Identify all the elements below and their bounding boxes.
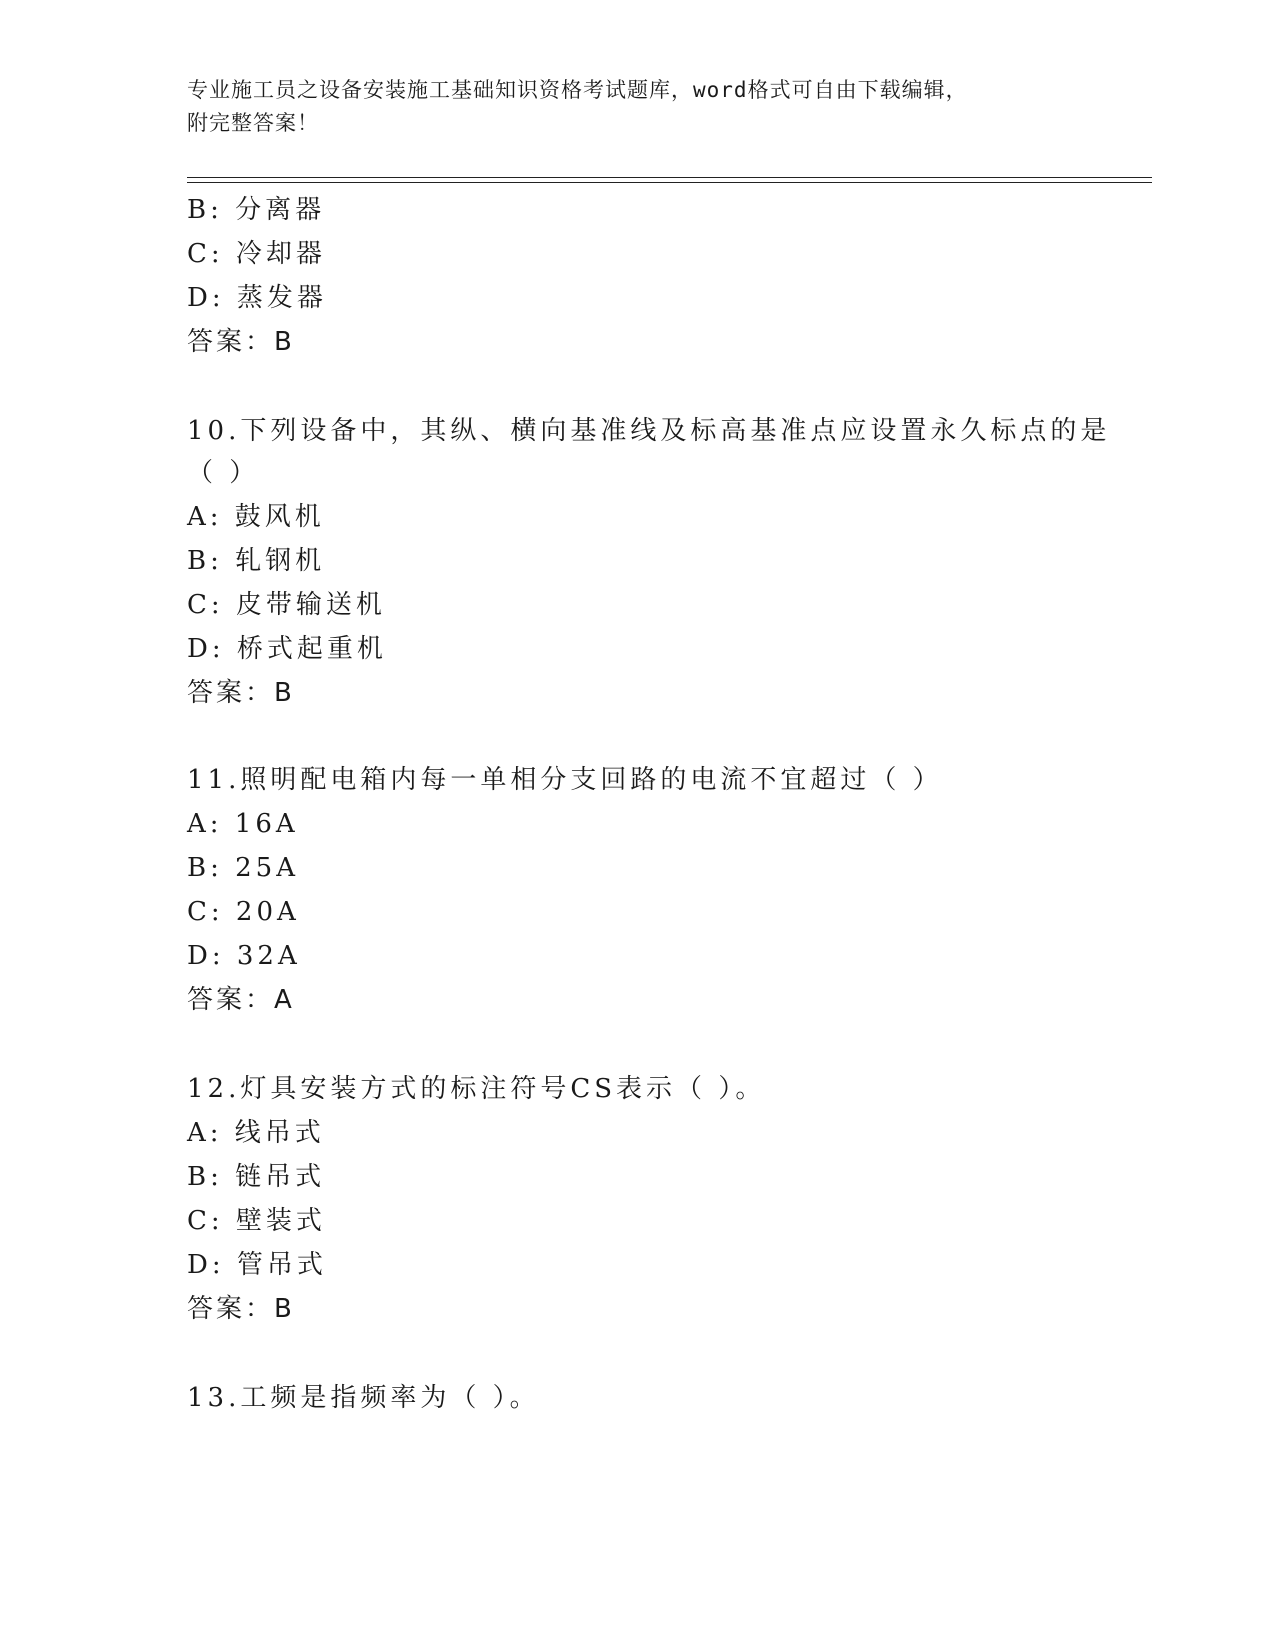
q12-option-a: A: 线吊式	[187, 1118, 325, 1148]
q12-option-d: D: 管吊式	[187, 1250, 327, 1280]
q10-option-d: D: 桥式起重机	[187, 634, 387, 664]
q11-option-c: C: 20A	[187, 897, 300, 927]
header-line-1: 专业施工员之设备安装施工基础知识资格考试题库，word格式可自由下载编辑，	[187, 78, 968, 102]
q9-option-b: B: 分离器	[187, 195, 326, 225]
q11-option-b: B: 25A	[187, 853, 299, 883]
q12-option-b: B: 链吊式	[187, 1162, 326, 1192]
q10-option-c: C: 皮带输送机	[187, 590, 386, 620]
header-line-2: 附完整答案！	[187, 111, 319, 135]
q9-option-d: D: 蒸发器	[187, 283, 327, 313]
q10-answer: 答案：B	[187, 678, 295, 708]
q13-stem: 13.工频是指频率为（ ）。	[187, 1383, 540, 1413]
q9-answer: 答案：B	[187, 327, 295, 357]
q10-stem-line-2: （ ）	[187, 458, 260, 488]
q12-option-c: C: 壁装式	[187, 1206, 326, 1236]
q12-stem: 12.灯具安装方式的标注符号CS表示（ ）。	[187, 1074, 766, 1104]
q11-stem: 11.照明配电箱内每一单相分支回路的电流不宜超过（ ）	[187, 765, 943, 795]
header-divider-top	[187, 177, 1152, 178]
q11-option-d: D: 32A	[187, 941, 301, 971]
q10-option-a: A: 鼓风机	[187, 502, 325, 532]
q11-answer: 答案：A	[187, 985, 295, 1015]
q10-stem-line-1: 10.下列设备中，其纵、横向基准线及标高基准点应设置永久标点的是	[187, 416, 1111, 446]
q11-option-a: A: 16A	[187, 809, 299, 839]
q9-option-c: C: 冷却器	[187, 239, 326, 269]
header-divider-bottom	[187, 182, 1152, 183]
q10-option-b: B: 轧钢机	[187, 546, 326, 576]
q12-answer: 答案：B	[187, 1294, 295, 1324]
document-header	[187, 74, 1087, 140]
